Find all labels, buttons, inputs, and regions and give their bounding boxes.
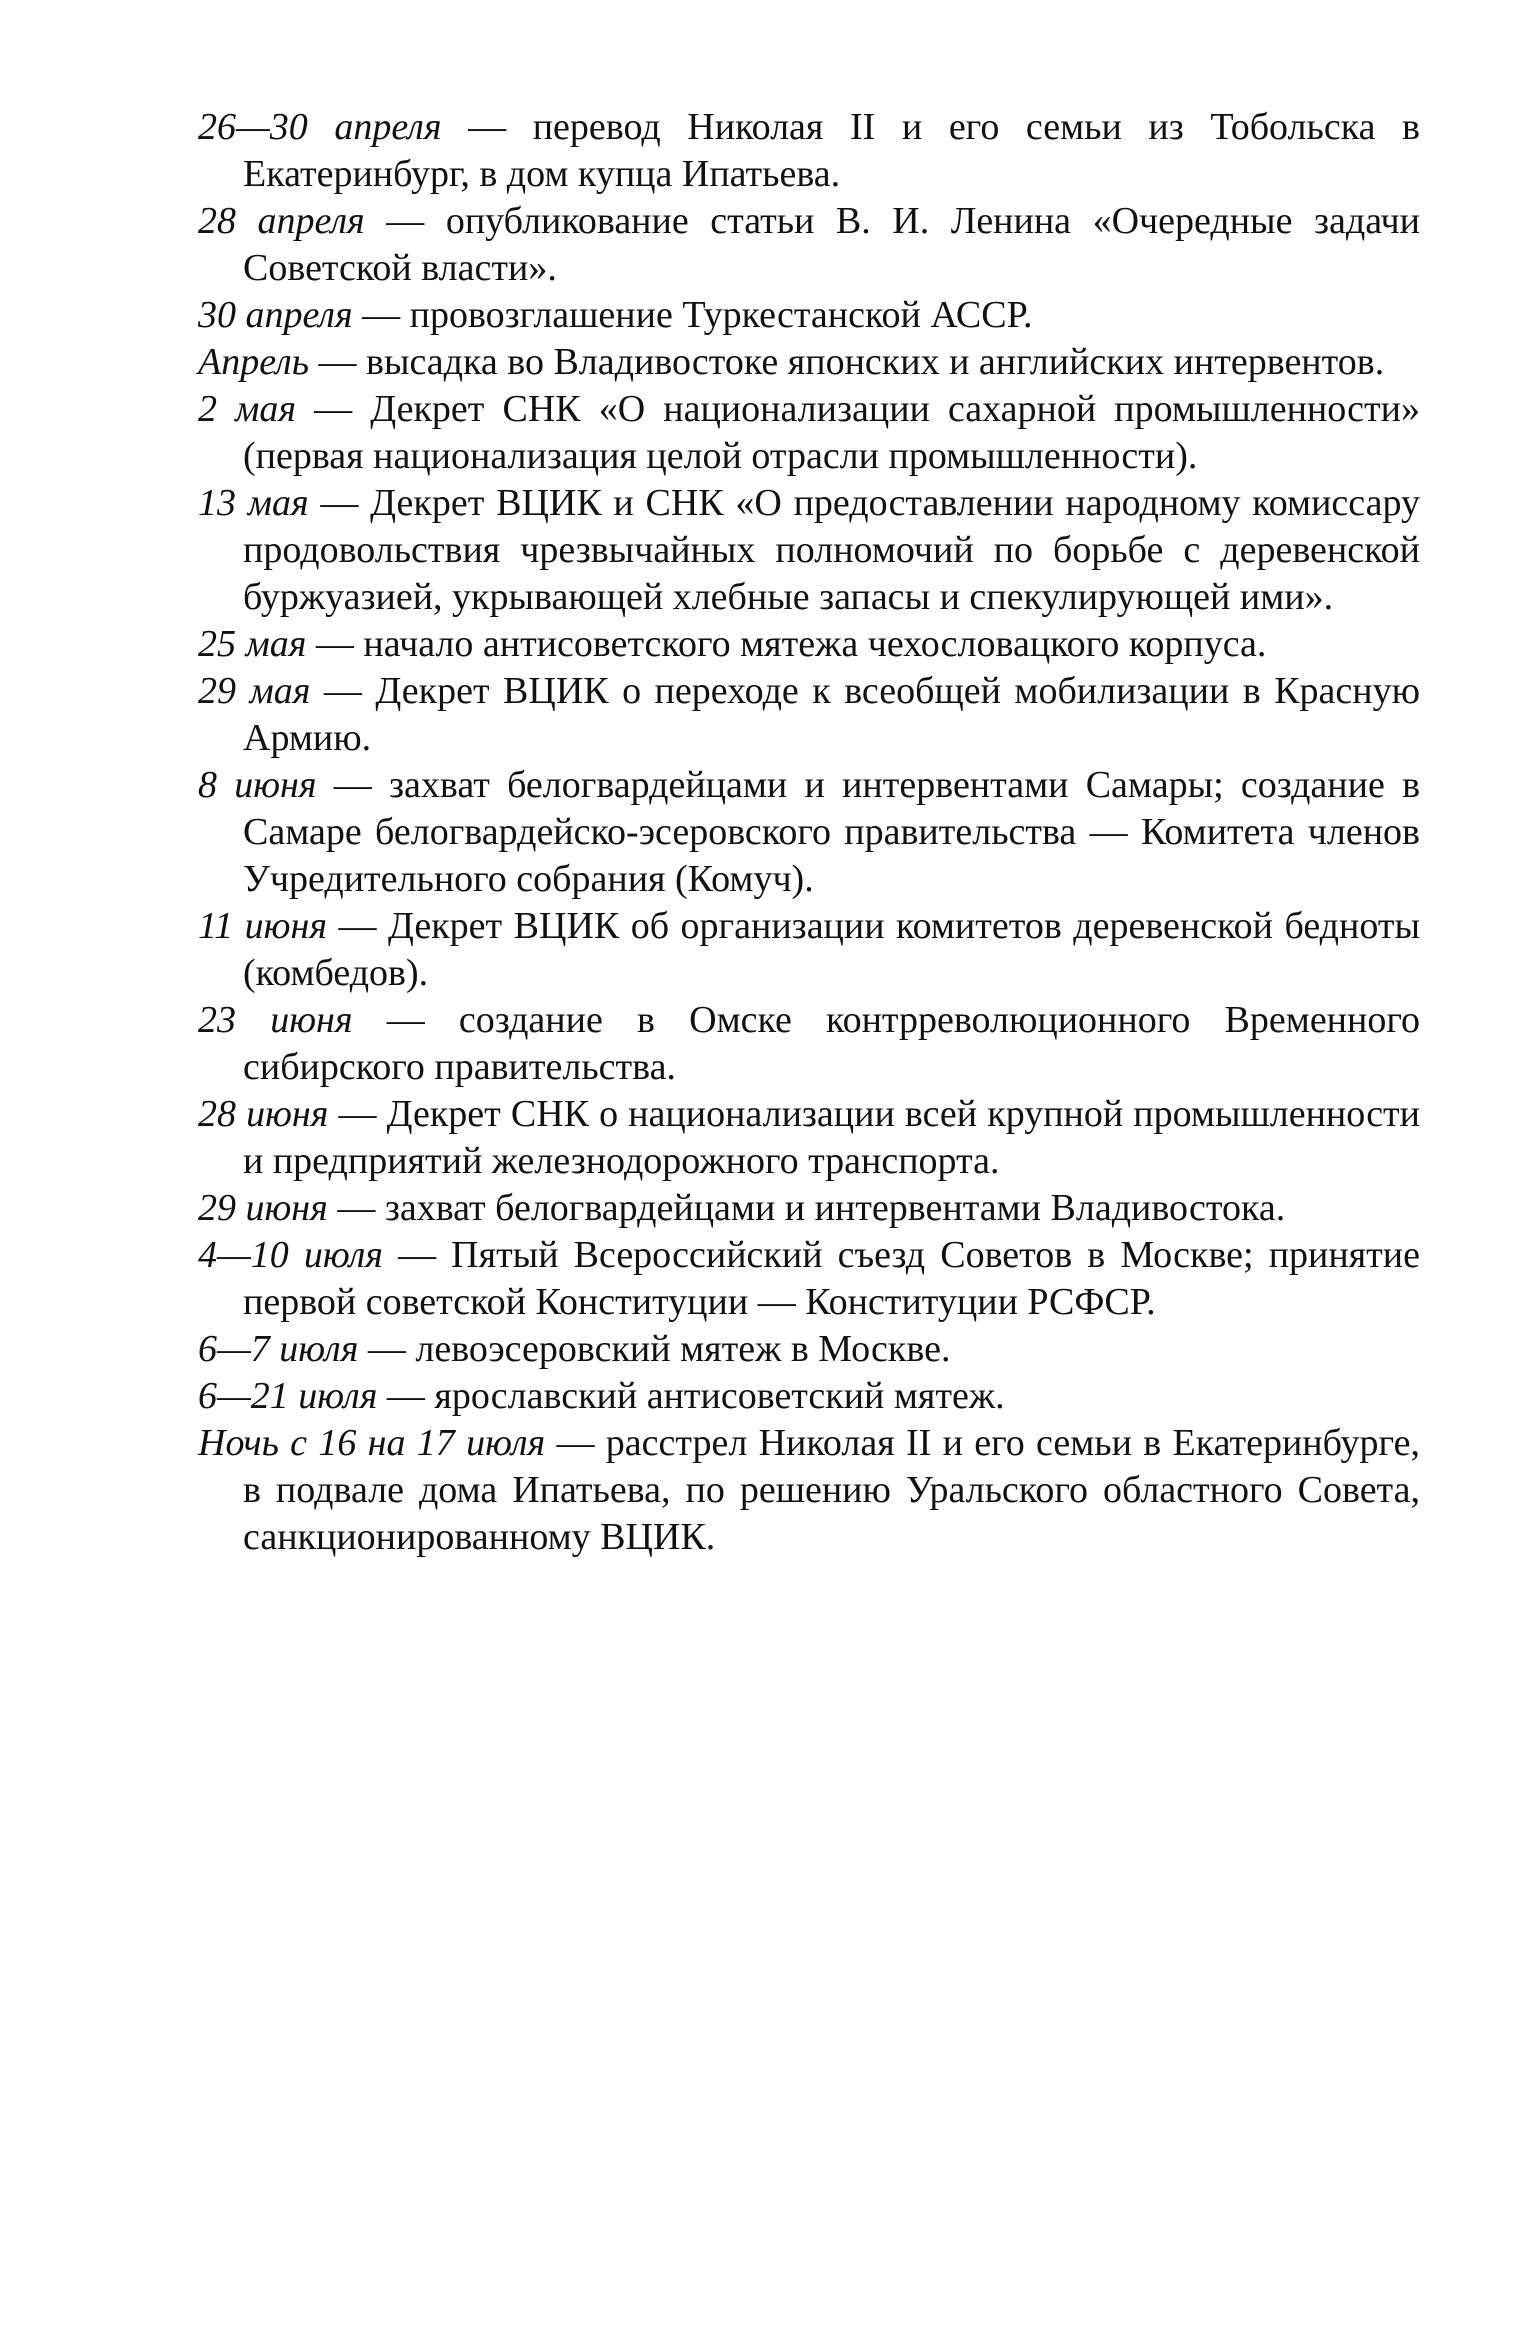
entry-text: — Декрет ВЦИК и СНК «О предоставлении народному комиссару продовольствия чрезвычайных полномочий по борьбе с деревенской буржуазией, укрывающей хлебные запасы и спекулирующей ими». — [243, 482, 1420, 618]
entry-date: Апрель — [198, 341, 309, 383]
entry-date: 29 мая — [198, 670, 311, 712]
chronology-entry — [198, 621, 1420, 668]
entry-text: — расстрел Николая II и его семьи в Екатеринбурге, в подвале дома Ипатьева, по решению Уральского областного Совета, санкционированному ВЦИК. — [243, 1422, 1420, 1558]
entry-text: — ярославский антисоветский мятеж. — [377, 1375, 1005, 1417]
entry-text: — опубликование статьи В. И. Ленина «Очередные задачи Советской власти». — [243, 200, 1421, 289]
chronology-entry — [198, 480, 1420, 621]
entry-date: 6—21 июля — [198, 1375, 378, 1417]
chronology-entry — [198, 1326, 1420, 1373]
entry-date: Ночь с 16 на 17 июля — [198, 1422, 546, 1464]
chronology-entry — [198, 903, 1420, 997]
chronology-entry — [198, 1091, 1420, 1185]
chronology-entry — [198, 104, 1420, 198]
entry-text: — перевод Николая II и его семьи из Тобольска в Екатеринбург, в дом купца Ипатьева. — [243, 106, 1420, 195]
entry-date: 2 мая — [198, 388, 297, 430]
entry-text: — начало антисоветского мятежа чехословацкого корпуса. — [306, 623, 1267, 665]
chronology-entry — [198, 1185, 1420, 1232]
entry-text: — провозглашение Туркестанской АССР. — [352, 294, 1033, 336]
entry-date: 8 июня — [198, 764, 317, 806]
chronology-entry — [198, 1232, 1420, 1326]
entry-date: 30 апреля — [198, 294, 353, 336]
chronology-entry — [198, 762, 1420, 903]
entry-text: — создание в Омске контрреволюционного Временного сибирского правительства. — [243, 999, 1420, 1088]
chronology-entry — [198, 1373, 1420, 1420]
chronology-list — [198, 104, 1420, 1561]
entry-date: 11 июня — [198, 905, 327, 947]
entry-text: — Пятый Всероссийский съезд Советов в Москве; принятие первой советской Конституции — Конституции РСФСР. — [243, 1234, 1420, 1323]
entry-date: 23 июня — [198, 999, 353, 1041]
entry-text: — захват белогвардейцами и интервентами Самары; создание в Самаре белогвардейско-эсеровского правительства — Комитета членов Учредительного собрания (Комуч). — [243, 764, 1421, 900]
entry-date: 25 мая — [198, 623, 307, 665]
entry-text: — Декрет ВЦИК об организации комитетов деревенской бедноты (комбедов). — [243, 905, 1420, 994]
entry-text: — высадка во Владивостоке японских и английских интервентов. — [309, 341, 1385, 383]
entry-date: 28 апреля — [198, 200, 365, 242]
chronology-entry — [198, 339, 1420, 386]
entry-date: 28 июня — [198, 1093, 329, 1135]
chronology-entry — [198, 386, 1420, 480]
chronology-entry — [198, 1420, 1420, 1561]
chronology-entry — [198, 198, 1420, 292]
entry-text: — захват белогвардейцами и интервентами Владивостока. — [327, 1187, 1286, 1229]
chronology-entry — [198, 668, 1420, 762]
entry-text: — левоэсеровский мятеж в Москве. — [358, 1328, 951, 1370]
entry-text: — Декрет СНК о национализации всей крупной промышленности и предприятий железнодорожного транспорта. — [243, 1093, 1420, 1182]
entry-date: 29 июня — [198, 1187, 328, 1229]
entry-date: 13 мая — [198, 482, 309, 524]
chronology-entry — [198, 997, 1420, 1091]
entry-date: 26—30 апреля — [198, 106, 442, 148]
entry-text: — Декрет ВЦИК о переходе к всеобщей мобилизации в Красную Армию. — [243, 670, 1421, 759]
entry-date: 6—7 июля — [198, 1328, 359, 1370]
entry-text: — Декрет СНК «О национализации сахарной промышленности» (первая национализация целой отрасли промышленности). — [243, 388, 1420, 477]
entry-date: 4—10 июля — [198, 1234, 383, 1276]
chronology-entry — [198, 292, 1420, 339]
